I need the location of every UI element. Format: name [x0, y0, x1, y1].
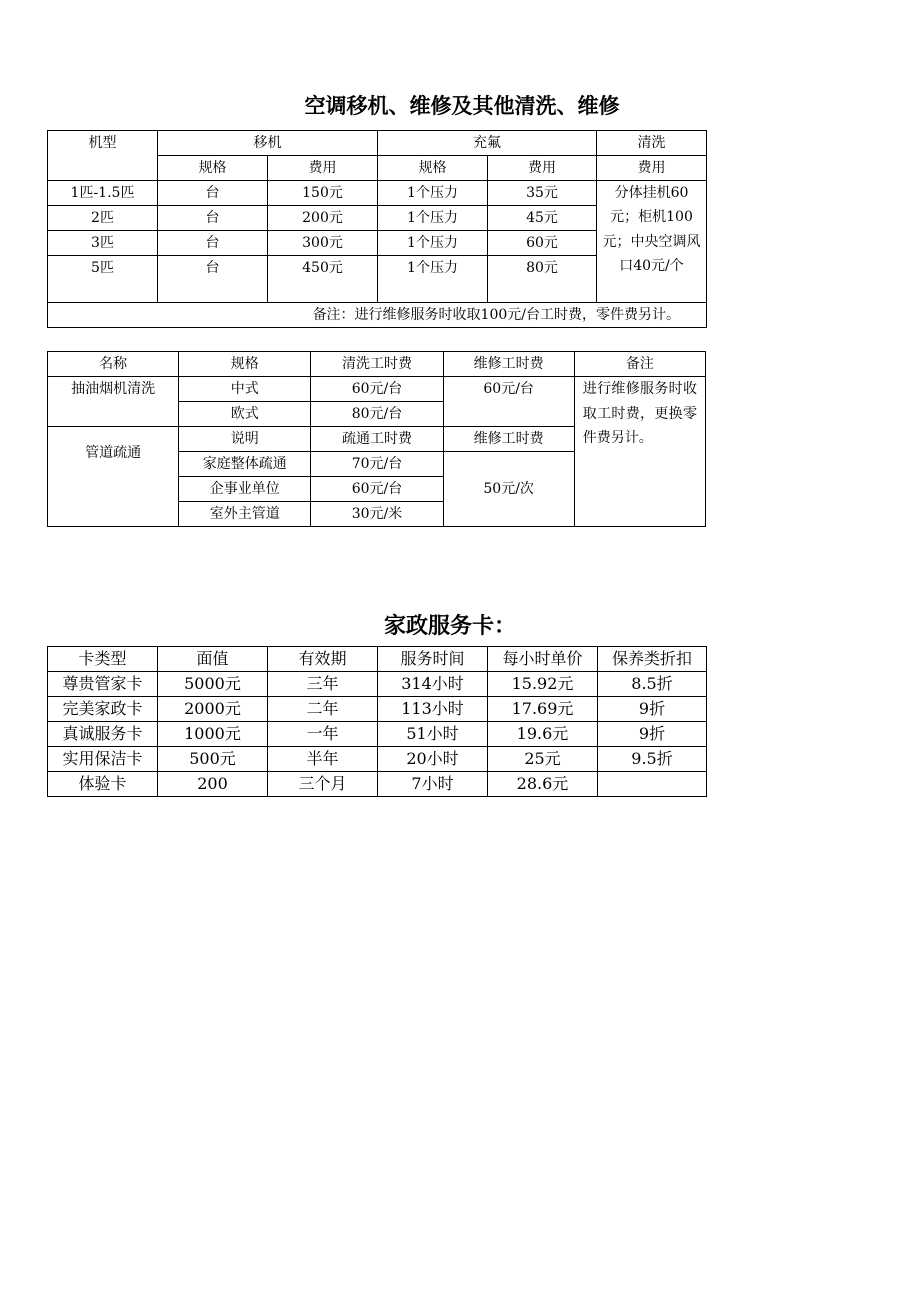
kitchen-pipe-service-table: [47, 351, 706, 527]
header-service-hours: 服务时间: [378, 647, 488, 672]
table-row: [48, 377, 706, 402]
service-hours-cell: 113小时: [378, 697, 488, 722]
relocate-fee-cell: 450元: [268, 256, 378, 303]
discount-cell: 8.5折: [598, 672, 707, 697]
service-hours-cell: 7小时: [378, 772, 488, 797]
aircon-price-table: [47, 130, 707, 328]
table-row: [48, 672, 707, 697]
discount-cell: [598, 772, 707, 797]
header-fluorine-fee: 费用: [488, 156, 597, 181]
header-discount: 保养类折扣: [598, 647, 707, 672]
repair-note: 备注：进行维修服务时收取100元/台工时费，零件费另计。: [48, 303, 707, 328]
model-cell: 1匹-1.5匹: [48, 181, 158, 206]
table-row: [48, 722, 707, 747]
card-type-cell: 尊贵管家卡: [48, 672, 158, 697]
pipe-repair-fee-cell: 50元/次: [443, 452, 574, 527]
fluorine-fee-cell: 80元: [488, 256, 597, 303]
face-value-cell: 200: [158, 772, 268, 797]
hourly-price-cell: 17.69元: [488, 697, 598, 722]
header-card-type: 卡类型: [48, 647, 158, 672]
header-validity: 有效期: [268, 647, 378, 672]
table-row: [48, 181, 707, 206]
discount-cell: 9折: [598, 722, 707, 747]
validity-cell: 一年: [268, 722, 378, 747]
header-cleaning-labor: 清洗工时费: [311, 352, 443, 377]
pipe-fee-cell: 70元/台: [311, 452, 443, 477]
relocate-fee-cell: 200元: [268, 206, 378, 231]
header-model: 机型: [48, 131, 158, 181]
face-value-cell: 2000元: [158, 697, 268, 722]
fluorine-spec-cell: 1个压力: [378, 206, 488, 231]
service-card-section-title: 家政服务卡：: [383, 614, 516, 639]
header-repair-labor: 维修工时费: [443, 352, 574, 377]
pipe-fee-cell: 60元/台: [311, 477, 443, 502]
validity-cell: 半年: [268, 747, 378, 772]
hood-name-cell: 抽油烟机清洗: [48, 377, 179, 427]
hourly-price-cell: 15.92元: [488, 672, 598, 697]
pipe-drain-labor-header: 疏通工时费: [311, 427, 443, 452]
hood-fee-cell: 80元/台: [311, 402, 443, 427]
validity-cell: 三年: [268, 672, 378, 697]
aircon-section-title: 空调移机、维修及其他清洗、维修: [304, 94, 620, 118]
header-cleaning-fee: 费用: [597, 156, 707, 181]
pipe-fee-cell: 30元/米: [311, 502, 443, 527]
discount-cell: 9.5折: [598, 747, 707, 772]
hourly-price-cell: 28.6元: [488, 772, 598, 797]
header-remark: 备注: [574, 352, 705, 377]
fluorine-spec-cell: 1个压力: [378, 231, 488, 256]
card-type-cell: 完美家政卡: [48, 697, 158, 722]
face-value-cell: 500元: [158, 747, 268, 772]
service-hours-cell: 314小时: [378, 672, 488, 697]
relocate-spec-cell: 台: [158, 256, 268, 303]
relocate-fee-cell: 300元: [268, 231, 378, 256]
table-header-row: [48, 647, 707, 672]
header-relocate: 移机: [158, 131, 378, 156]
hood-spec-cell: 中式: [179, 377, 311, 402]
face-value-cell: 1000元: [158, 722, 268, 747]
fluorine-fee-cell: 45元: [488, 206, 597, 231]
pipe-repair-labor-header: 维修工时费: [443, 427, 574, 452]
service-remark-cell: 进行维修服务时收取工时费，更换零件费另计。: [574, 377, 705, 527]
service-card-table: [47, 646, 707, 797]
face-value-cell: 5000元: [158, 672, 268, 697]
validity-cell: 二年: [268, 697, 378, 722]
table-row: [48, 697, 707, 722]
pipe-name-cell: 管道疏通: [48, 427, 179, 527]
model-cell: 5匹: [48, 256, 158, 303]
fluorine-fee-cell: 35元: [488, 181, 597, 206]
fluorine-spec-cell: 1个压力: [378, 256, 488, 303]
header-face-value: 面值: [158, 647, 268, 672]
table-row: [48, 747, 707, 772]
model-cell: 3匹: [48, 231, 158, 256]
header-relocate-spec: 规格: [158, 156, 268, 181]
hood-fee-cell: 60元/台: [311, 377, 443, 402]
fluorine-spec-cell: 1个压力: [378, 181, 488, 206]
hood-spec-cell: 欧式: [179, 402, 311, 427]
header-fluorine-spec: 规格: [378, 156, 488, 181]
cleaning-fee-cell: 分体挂机60元；柜机100元；中央空调风口40元/个: [597, 181, 707, 303]
discount-cell: 9折: [598, 697, 707, 722]
card-type-cell: 体验卡: [48, 772, 158, 797]
header-spec: 规格: [179, 352, 311, 377]
fluorine-fee-cell: 60元: [488, 231, 597, 256]
header-cleaning: 清洗: [597, 131, 707, 156]
table-row: [48, 772, 707, 797]
card-type-cell: 实用保洁卡: [48, 747, 158, 772]
relocate-spec-cell: 台: [158, 181, 268, 206]
pipe-desc-cell: 室外主管道: [179, 502, 311, 527]
pipe-desc-cell: 企事业单位: [179, 477, 311, 502]
validity-cell: 三个月: [268, 772, 378, 797]
relocate-spec-cell: 台: [158, 206, 268, 231]
header-hourly-price: 每小时单价: [488, 647, 598, 672]
service-hours-cell: 51小时: [378, 722, 488, 747]
relocate-fee-cell: 150元: [268, 181, 378, 206]
relocate-spec-cell: 台: [158, 231, 268, 256]
header-relocate-fee: 费用: [268, 156, 378, 181]
model-cell: 2匹: [48, 206, 158, 231]
pipe-desc-header: 说明: [179, 427, 311, 452]
header-name: 名称: [48, 352, 179, 377]
card-type-cell: 真诚服务卡: [48, 722, 158, 747]
pipe-desc-cell: 家庭整体疏通: [179, 452, 311, 477]
service-hours-cell: 20小时: [378, 747, 488, 772]
hourly-price-cell: 25元: [488, 747, 598, 772]
hood-repair-fee-cell: 60元/台: [443, 377, 574, 427]
header-fluorine: 充氟: [378, 131, 597, 156]
hourly-price-cell: 19.6元: [488, 722, 598, 747]
